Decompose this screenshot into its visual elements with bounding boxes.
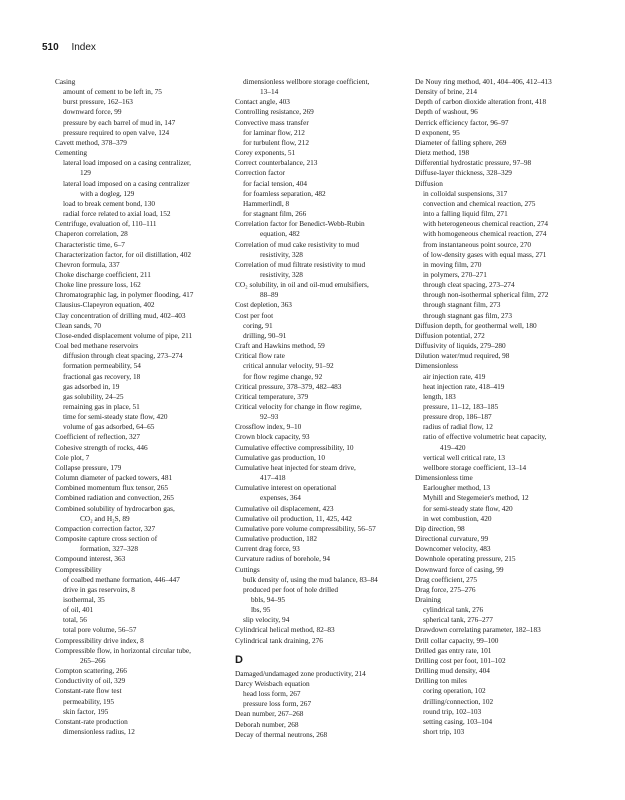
index-entry: Cylindrical tank draining, 276 (235, 635, 323, 645)
index-entry: Correlation factor for Benedict-Webb-Rubin (235, 219, 365, 229)
index-entry: Directional curvature, 99 (415, 534, 489, 544)
index-subentry: gas solubility, 24–25 (63, 391, 124, 401)
index-subentry: skin factor, 195 (63, 706, 109, 716)
index-entry: Diffuse-layer thickness, 328–329 (415, 168, 512, 178)
index-entry: Choke discharge coefficient, 211 (55, 269, 151, 279)
index-subentry: resistivity, 328 (260, 249, 303, 259)
index-entry: Convective mass transfer (235, 117, 309, 127)
index-entry: Correction factor (235, 168, 286, 178)
index-subentry: for flow regime change, 92 (243, 371, 323, 381)
index-entry: Chaperon correlation, 28 (55, 229, 128, 239)
index-subentry: 129 (80, 168, 91, 178)
index-entry: Controlling resistance, 269 (235, 107, 314, 117)
index-subentry: formation permeability, 54 (63, 361, 141, 371)
page-header (42, 42, 96, 53)
index-entry: Cumulative production, 182 (235, 534, 318, 544)
index-entry: De Nouy ring method, 401, 404–406, 412–413 (415, 77, 552, 86)
index-subentry: amount of cement to be left in, 75 (63, 87, 162, 97)
index-subentry: total, 56 (63, 615, 87, 625)
index-entry: Centrifuge, evaluation of, 110–111 (55, 219, 157, 229)
index-subentry: short trip, 103 (423, 727, 465, 736)
index-entry: Derrick efficiency factor, 96–97 (415, 117, 509, 127)
index-subentry: drive in gas reservoirs, 8 (63, 584, 135, 594)
index-subentry: cylindrical tank, 276 (423, 605, 484, 615)
index-subentry: equation, 482 (260, 229, 300, 239)
index-entry: Combined radiation and convection, 265 (55, 493, 174, 503)
page-number: 510 (42, 42, 59, 53)
index-entry: Critical temperature, 379 (235, 391, 309, 401)
index-subentry: with a dogleg, 129 (80, 188, 135, 198)
index-entry: Dip direction, 98 (415, 523, 465, 533)
index-subentry: for semi-steady state flow, 420 (423, 503, 513, 513)
index-entry: D exponent, 95 (415, 127, 460, 137)
index-subentry: drilling, 90–91 (243, 330, 287, 340)
index-entry: Combined solubility of hydrocarbon gas, (55, 503, 175, 513)
index-subentry: 88–89 (260, 290, 279, 300)
index-entry: Downcomer velocity, 483 (415, 544, 491, 554)
index-entry: Characteristic time, 6–7 (55, 239, 125, 249)
index-entry: Critical flow rate (235, 351, 285, 361)
index-subentry: of coalbed methane formation, 446–447 (63, 574, 180, 584)
index-entry: Correlation of mud cake resistivity to mud (235, 239, 360, 249)
index-subentry: ratio of effective volumetric heat capacity, (423, 432, 547, 442)
index-entry: Cylindrical helical method, 82–83 (235, 625, 335, 635)
index-subentry: time for semi-steady state flow, 420 (63, 412, 168, 422)
index-subentry: expenses, 364 (260, 493, 301, 503)
index-entry: Compressibility drive index, 8 (55, 635, 144, 645)
index-entry: Compound interest, 363 (55, 554, 126, 564)
index-subentry: in polymers, 270–271 (423, 269, 487, 279)
index-entry: Coal bed methane reservoirs (55, 341, 139, 351)
index-entry: Cumulative oil displacement, 423 (235, 503, 334, 513)
index-subentry: air injection rate, 419 (423, 371, 486, 381)
index-entry: Damaged/undamaged zone productivity, 214 (235, 668, 366, 678)
index-entry: Diffusion depth, for geothermal well, 180 (415, 320, 537, 330)
index-entry: Drilling cost per foot, 101–102 (415, 655, 506, 665)
index-entry: Curvature radius of borehole, 94 (235, 554, 331, 564)
index-subentry: vertical well critical rate, 13 (423, 452, 506, 462)
index-subentry: pressure drop, 186–187 (423, 412, 492, 422)
index-entry: Dimensionless time (415, 473, 473, 483)
index-subentry: Earlougher method, 13 (423, 483, 491, 493)
index-entry: Dean number, 267–268 (235, 709, 304, 719)
index-subentry: Hammerlindl, 8 (243, 198, 290, 208)
index-subentry: load to break cement bond, 130 (63, 198, 155, 208)
index-entry: Draining (415, 594, 441, 604)
index-entry: Deborah number, 268 (235, 719, 299, 729)
index-entry: Drilling mud density, 404 (415, 666, 490, 676)
index-subentry: convection and chemical reaction, 275 (423, 198, 536, 208)
index-subentry: head loss form, 267 (243, 689, 301, 699)
index-subentry: round trip, 102–103 (423, 706, 482, 716)
index-entry: Cole plot, 7 (55, 452, 90, 462)
index-subentry: bbls, 94–95 (251, 594, 286, 604)
index-subentry: in colloidal suspensions, 317 (423, 188, 508, 198)
index-entry: Cumulative oil production, 11, 425, 442 (235, 513, 352, 523)
index-subentry: with homogeneous chemical reaction, 274 (423, 229, 547, 239)
index-entry: Critical pressure, 378–379, 482–483 (235, 381, 342, 391)
index-entry: Cohesive strength of rocks, 446 (55, 442, 148, 452)
index-subentry: 419–420 (440, 442, 466, 452)
index-entry: Cumulative interest on operational (235, 483, 337, 493)
index-subentry: coring, 91 (243, 320, 273, 330)
index-subentry: burst pressure, 162–163 (63, 97, 133, 107)
index-subentry: radial force related to axial load, 152 (63, 209, 171, 219)
index-entry: Compressible flow, in horizontal circular tube, (55, 645, 191, 655)
index-entry: Craft and Hawkins method, 59 (235, 341, 325, 351)
index-entry: Chromatographic lag, in polymer flooding, 417 (55, 290, 194, 300)
index-subentry: in moving film, 270 (423, 259, 482, 269)
index-entry: Coefficient of reflection, 327 (55, 432, 140, 442)
index-subentry: length, 183 (423, 391, 456, 401)
index-subentry: downward force, 99 (63, 107, 122, 117)
index-subentry: in wet combustion, 420 (423, 513, 492, 523)
index-subentry: total pore volume, 56–57 (63, 625, 137, 635)
index-subentry: from instantaneous point source, 270 (423, 239, 532, 249)
index-entry: Collapse pressure, 179 (55, 462, 122, 472)
index-entry: Clean sands, 70 (55, 320, 102, 330)
index-subentry: slip velocity, 94 (243, 615, 290, 625)
index-entry: Current drag force, 93 (235, 544, 300, 554)
index-subentry: for foamless separation, 482 (243, 188, 326, 198)
index-subentry: of low-density gases with equal mass, 271 (423, 249, 547, 259)
index-subentry: for laminar flow, 212 (243, 127, 305, 137)
index-entry: Crossflow index, 9–10 (235, 422, 302, 432)
index-subentry: lateral load imposed on a casing centralizer, (63, 158, 191, 168)
index-subentry: volume of gas adsorbed, 64–65 (63, 422, 155, 432)
index-entry: Drawdown correlating parameter, 182–183 (415, 625, 541, 635)
index-entry: Drill collar capacity, 99–100 (415, 635, 499, 645)
index-entry: Compressibility (55, 564, 102, 574)
index-entry: Diffusivity of liquids, 279–280 (415, 341, 506, 351)
index-subentry: fractional gas recovery, 18 (63, 371, 141, 381)
index-subentry: through cleat spacing, 273–274 (423, 280, 515, 290)
index-subentry: diffusion through cleat spacing, 273–274 (63, 351, 183, 361)
index-entry: Characterization factor, for oil distillation, 402 (55, 249, 192, 259)
index-entry: Cumulative effective compressibility, 10 (235, 442, 354, 452)
index-subentry: isothermal, 35 (63, 594, 105, 604)
index-entry: Cost per foot (235, 310, 274, 320)
index-entry: Dimensionless (415, 361, 458, 371)
index-subentry: dimensionless wellbore storage coefficient, (243, 77, 370, 86)
index-subentry: into a falling liquid film, 271 (423, 209, 508, 219)
page-title: Index (71, 42, 96, 53)
index-entry: Contact angle, 403 (235, 97, 290, 107)
index-entry: Column diameter of packed towers, 481 (55, 473, 173, 483)
index-entry: Close-ended displacement volume of pipe, 211 (55, 330, 193, 340)
index-subentry: through non-isothermal spherical film, 272 (423, 290, 549, 300)
index-entry: Cementing (55, 148, 88, 158)
index-entry: Composite capture cross section of (55, 534, 158, 544)
index-subentry: lateral load imposed on a casing centralizer (63, 178, 190, 188)
index-entry: Dietz method, 198 (415, 148, 470, 158)
index-entry: Corey exponents, 51 (235, 148, 296, 158)
index-subentry: for facial tension, 404 (243, 178, 308, 188)
index-subentry: pressure, 11–12, 183–185 (423, 402, 499, 411)
index-entry: Density of brine, 214 (415, 87, 478, 97)
index-entry: Downhole operating pressure, 215 (415, 554, 516, 564)
index-entry: Choke line pressure loss, 162 (55, 280, 141, 290)
index-entry: Drilling ton miles (415, 676, 467, 686)
index-entry: Crown block capacity, 93 (235, 432, 310, 442)
index-entry: Drag force, 275–276 (415, 584, 476, 594)
index-entry: Constant-rate production (55, 716, 128, 726)
index-entry: Diffusion potential, 272 (415, 330, 485, 340)
index-entry: Diameter of falling sphere, 269 (415, 137, 507, 147)
index-subentry: 265–266 (80, 655, 106, 665)
index-column-1 (55, 77, 225, 737)
index-subentry: Myhill and Stegemeier's method, 12 (423, 493, 529, 503)
index-subentry: wellbore storage coefficient, 13–14 (423, 462, 527, 472)
index-subentry: spherical tank, 276–277 (423, 615, 493, 625)
index-subentry: bulk density of, using the mud balance, 83–84 (243, 574, 378, 584)
index-subentry: critical annular velocity, 91–92 (243, 361, 334, 371)
index-subentry: heat injection rate, 418–419 (423, 381, 505, 391)
index-subentry: through stagnant gas film, 273 (423, 310, 512, 320)
section-letter: D (235, 653, 243, 666)
index-entry: Chevron formula, 337 (55, 259, 120, 269)
index-entry: Downward force of casing, 99 (415, 564, 504, 574)
index-entry: Depth of carbon dioxide alteration front, 418 (415, 97, 547, 107)
index-subentry: CO₂ and H₂S, 89 (80, 513, 130, 523)
index-entry: Clay concentration of drilling mud, 402–403 (55, 310, 186, 320)
index-column-3 (415, 77, 590, 737)
index-entry: Cost depletion, 363 (235, 300, 292, 310)
index-entry: Cavett method, 378–379 (55, 137, 127, 147)
index-subentry: for turbulent flow, 212 (243, 137, 309, 147)
index-entry: Compaction correction factor, 327 (55, 523, 156, 533)
index-entry: Dilution water/mud required, 98 (415, 351, 510, 361)
index-subentry: resistivity, 328 (260, 269, 303, 279)
index-subentry: for stagnant film, 266 (243, 209, 307, 219)
index-entry: Clausius-Clapeyron equation, 402 (55, 300, 155, 310)
index-entry: Cumulative heat injected for steam drive, (235, 462, 356, 472)
index-entry: Depth of washout, 96 (415, 107, 478, 117)
index-entry: Darcy Weisbach equation (235, 678, 310, 688)
index-entry: Drilled gas entry rate, 101 (415, 645, 492, 655)
index-subentry: setting casing, 103–104 (423, 716, 493, 726)
index-entry: Correct counterbalance, 213 (235, 158, 318, 168)
index-subentry: 417–418 (260, 473, 286, 483)
index-subentry: produced per foot of hole drilled (243, 584, 339, 594)
index-entry: Compton scattering, 266 (55, 666, 127, 676)
index-subentry: radius of radial flow, 12 (423, 422, 493, 432)
index-entry: Diffusion (415, 178, 443, 188)
index-entry: Drag coefficient, 275 (415, 574, 478, 584)
index-subentry: coring operation, 102 (423, 686, 486, 696)
index-subentry: through stagnant film, 273 (423, 300, 501, 310)
index-entry: Cuttings (235, 564, 260, 574)
index-subentry: with heterogeneous chemical reaction, 274 (423, 219, 549, 229)
index-subentry: remaining gas in place, 51 (63, 402, 140, 411)
index-subentry: lbs, 95 (251, 605, 271, 615)
index-entry: Casing (55, 77, 76, 86)
index-subentry: pressure by each barrel of mud in, 147 (63, 117, 176, 127)
index-subentry: 13–14 (260, 87, 279, 97)
index-entry: Constant-rate flow test (55, 686, 122, 696)
index-subentry: 92–93 (260, 412, 279, 422)
index-subentry: pressure loss form, 267 (243, 699, 312, 709)
index-entry: Differential hydrostatic pressure, 97–98 (415, 158, 532, 168)
index-subentry: dimensionless radius, 12 (63, 727, 135, 736)
index-subentry: gas adsorbed in, 19 (63, 381, 120, 391)
index-entry: CO₂ solubility, in oil and oil-mud emulsifiers, (235, 280, 369, 290)
index-entry: Correlation of mud filtrate resistivity to mud (235, 259, 366, 269)
index-subentry: pressure required to open valve, 124 (63, 127, 170, 137)
index-entry: Combined momentum flux tensor, 265 (55, 483, 169, 493)
index-column-2 (235, 77, 405, 740)
index-entry: Cumulative gas production, 10 (235, 452, 325, 462)
index-entry: Critical velocity for change in flow regime, (235, 402, 362, 411)
index-entry: Decay of thermal neutrons, 268 (235, 729, 328, 739)
index-entry: Conductivity of oil, 329 (55, 676, 126, 686)
index-entry: Cumulative pore volume compressibility, 56–57 (235, 523, 376, 533)
index-subentry: formation, 327–328 (80, 544, 138, 554)
index-subentry: permeability, 195 (63, 696, 114, 706)
index-subentry: of oil, 401 (63, 605, 94, 615)
index-subentry: drilling/connection, 102 (423, 696, 494, 706)
